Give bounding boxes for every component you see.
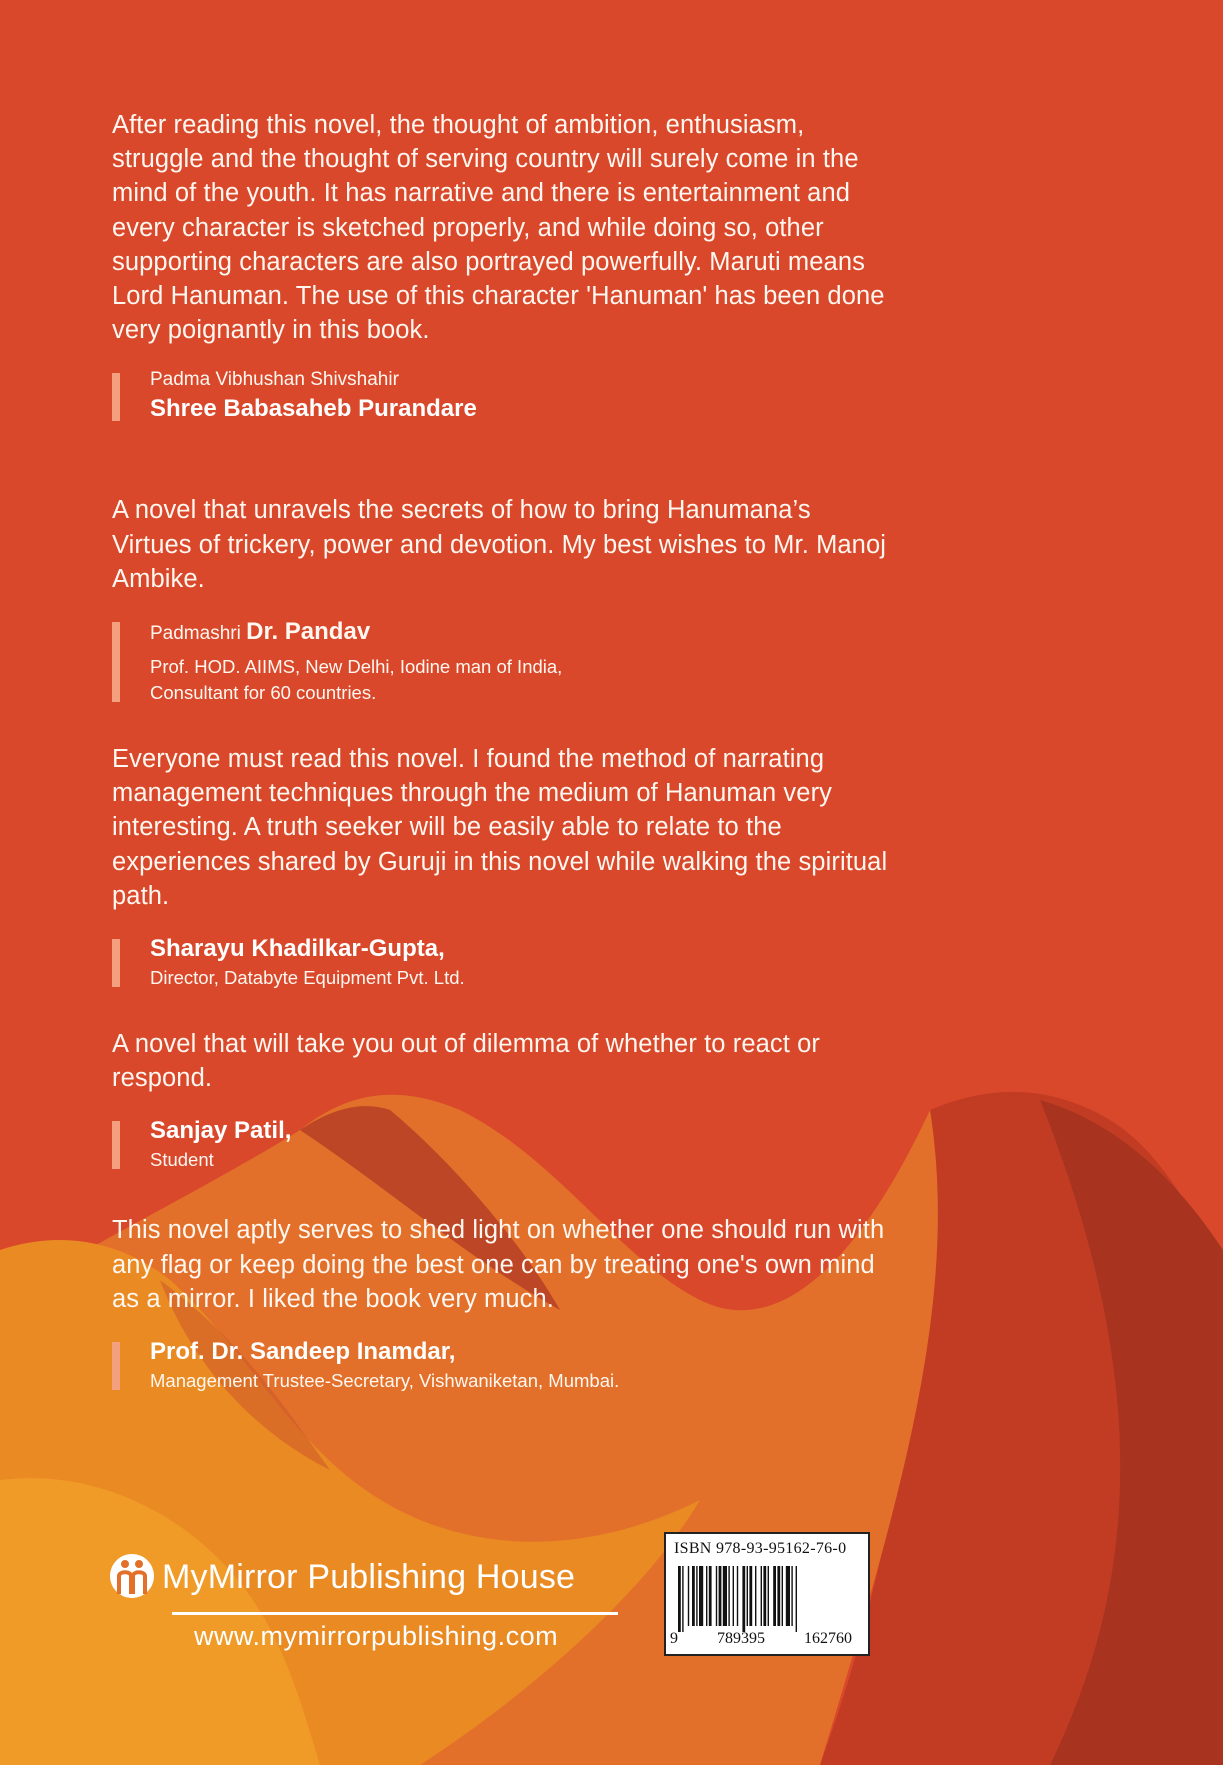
divider [172,1612,618,1615]
accent-bar [112,939,120,987]
attribution-title: Padmashri [150,623,241,645]
accent-bar [112,1121,120,1169]
attribution-desc: Consultant for 60 countries. [150,682,377,704]
barcode-icon [678,1566,858,1632]
accent-bar [112,373,120,421]
quote-text: Everyone must read this novel. I found the method of narrating management techniques through the medium of Hanuman very interesting. A truth seeker will be easily able to relate to the experiences shared by Guruji in this novel while walking the spiritual path. [112,745,888,910]
barcode-digit-first: 9 [670,1630,678,1647]
barcode-digit-group: 162760 [804,1630,852,1647]
publisher-name: MyMirror Publishing House [162,1557,576,1596]
attribution-desc: Director, Databyte Equipment Pvt. Ltd. [150,967,465,989]
quote-text: A novel that will take you out of dilemma of whether to react or respond. [112,1030,821,1093]
publisher-block [108,1550,628,1652]
attribution-name: Shree Babasaheb Purandare [150,395,477,423]
barcode-digits [670,1630,866,1648]
attribution-desc: Management Trustee-Secretary, Vishwaniketan, Mumbai. [150,1370,620,1392]
barcode-digit-group: 789395 [717,1630,765,1647]
attribution-name: Prof. Dr. Sandeep Inamdar, [150,1338,456,1366]
attribution-name: Dr. Pandav [246,618,371,646]
quote-text: After reading this novel, the thought of ambition, enthusiasm, struggle and the thought of serving country will surely come in the mind of the youth. It has narrative and there is entertainment and every character is sketched properly, and while doing so, other supporting characters are also portrayed powerfully. Maruti means Lord Hanuman. The use of this character 'Hanuman' has been done very poignantly in this book. [112,111,885,345]
attribution [112,1336,892,1394]
isbn-barcode-box [664,1532,870,1656]
attribution-title: Padma Vibhushan Shivshahir [150,369,399,391]
publisher-logo-icon [108,1550,156,1604]
attribution [112,367,892,425]
attribution-name: Sharayu Khadilkar-Gupta, [150,935,445,963]
accent-bar [112,622,120,702]
attribution-name: Sanjay Patil, [150,1117,292,1145]
attribution-title-line [150,616,892,650]
accent-bar [112,1342,120,1390]
attribution [112,933,892,991]
attribution-desc: Prof. HOD. AIIMS, New Delhi, Iodine man of India, [150,656,563,678]
publisher-url: www.mymirrorpublishing.com [194,1621,559,1651]
isbn-label: ISBN 978-93-95162-76-0 [674,1540,847,1557]
quote-text: This novel aptly serves to shed light on whether one should run with any flag or keep doing the best one can by treating one's own mind as a mirror. I liked the book very much. [112,1216,885,1313]
attribution [112,1115,892,1173]
attribution [112,616,892,706]
endorsements [112,108,892,1394]
quote-text: A novel that unravels the secrets of how to bring Hanumana’s Virtues of trickery, power and devotion. My best wishes to Mr. Manoj Ambike. [112,496,887,593]
attribution-desc: Student [150,1149,214,1171]
